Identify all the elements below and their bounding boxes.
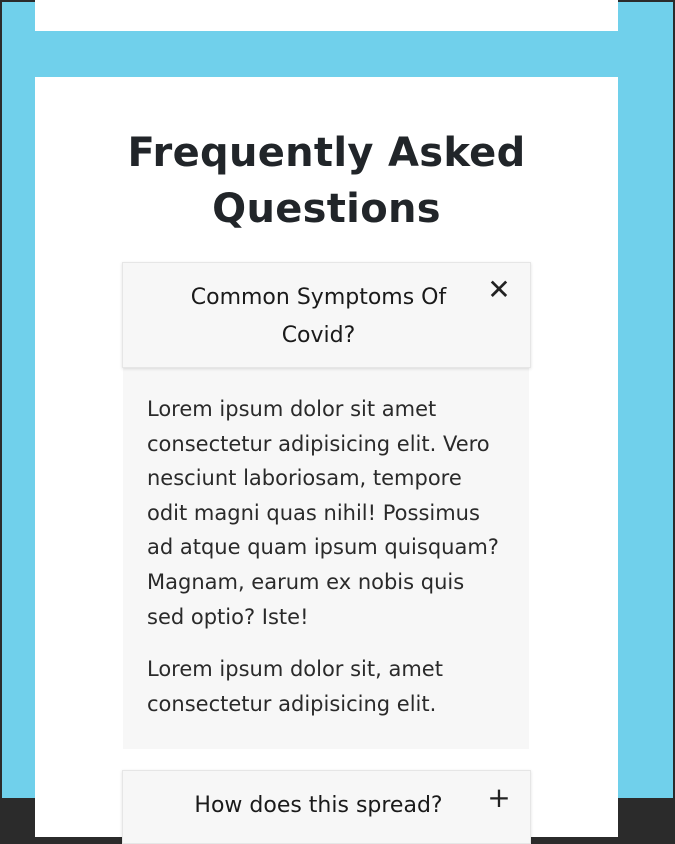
plus-icon[interactable]: + — [487, 781, 511, 814]
faq-question-text: How does this spread? — [194, 793, 443, 818]
faq-question-button[interactable] — [122, 770, 531, 844]
page-viewport — [2, 2, 673, 818]
faq-title: Frequently Asked Questions — [127, 130, 526, 232]
faq-answer-paragraph: Lorem ipsum dolor sit amet consectetur adipisicing elit. Vero nesciunt laboriosam, tempore odit magni quas nihil! Possimus ad atque quam ipsum quisquam? Magnam, earum ex nobis quis sed optio? Iste! — [147, 397, 499, 629]
faq-item-spread — [122, 770, 531, 844]
faq-question-button[interactable] — [122, 262, 531, 368]
close-icon[interactable]: ✕ — [487, 273, 511, 306]
faq-answer-panel — [123, 368, 529, 749]
faq-question-text: Common Symptoms Of Covid? — [190, 285, 447, 348]
faq-section — [35, 77, 618, 837]
previous-section-card — [35, 0, 618, 31]
faq-item-symptoms — [122, 262, 531, 749]
faq-answer-paragraph: Lorem ipsum dolor sit, amet consectetur adipisicing elit. — [147, 657, 443, 716]
